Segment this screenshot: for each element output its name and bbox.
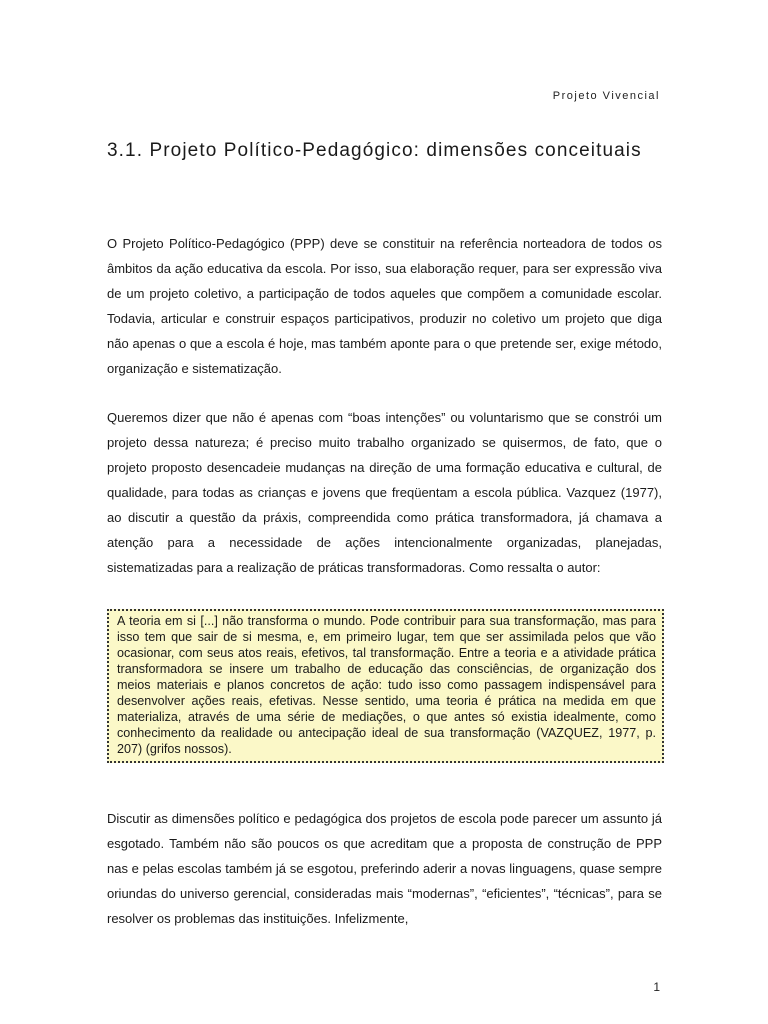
page-number: 1 (653, 980, 660, 994)
paragraph-1: O Projeto Político-Pedagógico (PPP) deve se constituir na referência norteadora de todos os âmbitos da ação educativa da escola. Por isso, sua elaboração requer, para ser expressão viva de um projeto coletivo, a participação de todos aqueles que compõem a comunidade escolar. Todavia, articular e construir espaços participativos, produzir no coletivo um projeto que diga não apenas o que a escola é hoje, mas também aponte para o que pretende ser, exige método, organização e sistematização. (107, 236, 662, 376)
block-quote-text: A teoria em si [...] não transforma o mundo. Pode contribuir para sua transformação, mas para isso tem que sair de si mesma, e, em primeiro lugar, tem que ser assimilada pelos que vão ocasionar, com seus atos reais, efetivos, tal transformação. Entre a teoria e a atividade prática transformadora se insere um trabalho de educação das consciências, de organização dos meios materiais e planos concretos de ação: tudo isso como passagem indispensável para desenvolver ações reais, efetivas. Nesse sentido, uma teoria é prática na medida em que materializa, através de uma série de mediações, o que antes só existia idealmente, como conhecimento da realidade ou antecipação ideal de sua transformação (VAZQUEZ, 1977, p. 207) (grifos nossos). (117, 614, 656, 756)
running-head: Projeto Vivencial (552, 90, 660, 102)
section-title: 3.1. Projeto Político-Pedagógico: dimensões conceituais (107, 140, 642, 161)
paragraph-3: Discutir as dimensões político e pedagógica dos projetos de escola pode parecer um assunto já esgotado. Também não são poucos os que acreditam que a proposta de construção de PPP nas e pelas escolas também já se esgotou, preferindo aderir a novas linguagens, quase sempre oriundas do universo gerencial, consideradas mais “modernas”, “eficientes”, “técnicas”, para se resolver os problemas das instituições. Infelizmente, (107, 811, 662, 926)
block-quote (107, 609, 664, 763)
paragraph-2: Queremos dizer que não é apenas com “boas intenções” ou voluntarismo que se constrói um projeto dessa natureza; é preciso muito trabalho organizado se quisermos, de fato, que o projeto proposto desencadeie mudanças na direção de uma formação educativa e cultural, de qualidade, para todas as crianças e jovens que freqüentam a escola pública. Vazquez (1977), ao discutir a questão da práxis, compreendida como prática transformadora, já chamava a atenção para a necessidade de ações intencionalmente organizadas, planejadas, sistematizadas para a realização de práticas transformadoras. Como ressalta o autor: (107, 410, 662, 575)
